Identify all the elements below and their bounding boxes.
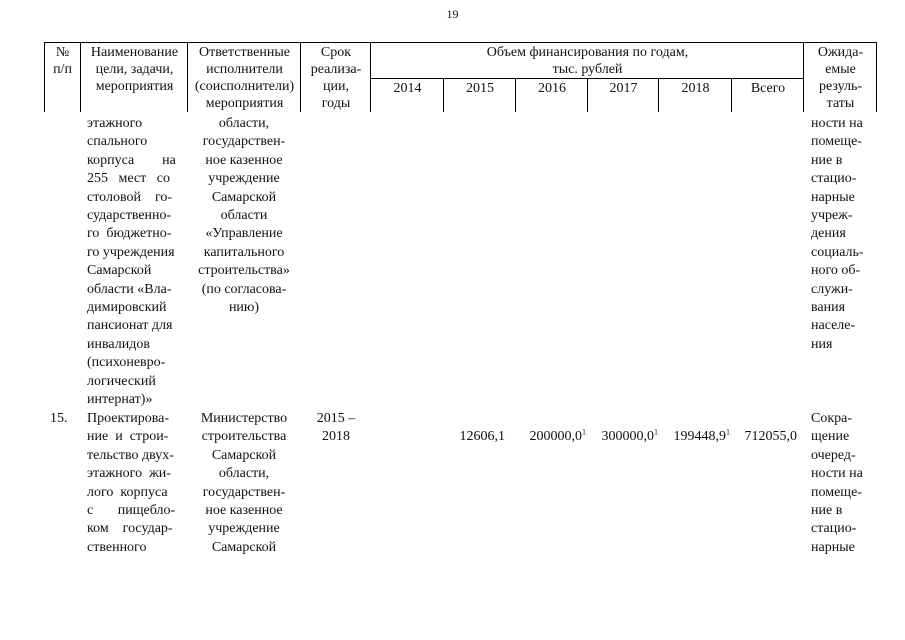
continued-row-result: ности на помеще- ние в стацио- нарные учреж- дения социаль- ного об- служи- вания населе- ния: [811, 116, 864, 352]
row-15-fin-2015: [440, 410, 505, 446]
header-term: Срок реализа- ции, годы: [310, 45, 362, 111]
row-15-fin-2018: [654, 410, 730, 446]
row-15-fin-2015-value: 12606,1: [459, 429, 505, 444]
header-total: Всего: [750, 81, 786, 96]
header-responsible: Ответственные исполнители (соисполнители) мероприятия: [194, 45, 295, 111]
header-result: Ожида- емые резуль- таты: [817, 45, 864, 111]
row-15-fin-2017-value: 300000,0: [601, 429, 654, 444]
row-15-fin-2018-value: 199448,9: [673, 429, 726, 444]
header-year-2018: 2018: [681, 81, 710, 96]
page-number: 19: [446, 7, 459, 21]
footnote-mark: 1: [726, 427, 730, 437]
row-15-responsible: Министерство строительства Самарской области, государствен- ное казенное учреждение Самарской: [200, 411, 288, 555]
header-number: № п/п: [53, 45, 72, 77]
row-15-number: 15.: [50, 411, 68, 426]
row-15-fin-total: [732, 410, 797, 446]
continued-row-name: этажного спального корпуса на 255 мест со столовой го- сударственно- го бюджетно- го учреждения Самарской области «Вла- димировский пансионат для инвалидов (психоневро- логический интернат)»: [87, 116, 176, 408]
row-15-fin-2016-value: 200000,0: [529, 429, 582, 444]
header-year-2014: 2014: [393, 81, 422, 96]
header-financing: Объем финансирования по годам, тыс. рублей: [486, 45, 689, 77]
header-year-2015: 2015: [466, 81, 494, 96]
continued-row-responsible: области, государствен- ное казенное учреждение Самарской области «Управление капитального строительства» (по согласова- нию): [198, 116, 290, 316]
row-15-fin-total-value: 712055,0: [744, 429, 797, 444]
header-year-2017: 2017: [609, 81, 638, 96]
footnote-mark: 1: [654, 427, 658, 437]
footnote-mark: 1: [582, 427, 586, 437]
row-15-result: Сокра- щение очеред- ности на помеще- ние в стацио- нарные: [811, 411, 863, 555]
header-name: Наименование цели, задачи, мероприятия: [90, 45, 179, 94]
row-15-name: Проектирова- ние и строи- тельство двух- этажного жи- лого корпуса с пищебло- ком государ- ственного: [87, 411, 176, 555]
header-year-2016: 2016: [538, 81, 566, 96]
row-15-term: 2015 – 2018: [316, 411, 356, 445]
row-15-fin-2017: [582, 410, 658, 446]
row-15-fin-2016: [510, 410, 586, 446]
